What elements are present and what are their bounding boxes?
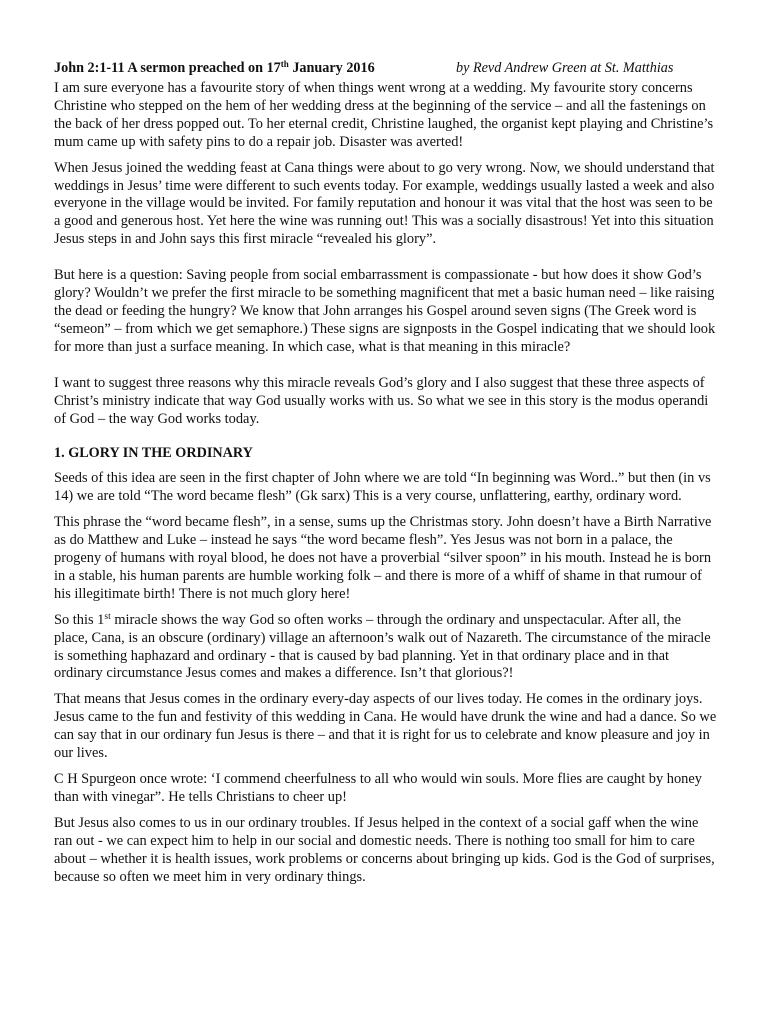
paragraph-question: But here is a question: Saving people from social embarrassment is compassionate - but how does it show God’s glory? Wouldn’t we prefer the first miracle to be something magnificent that met a basic human need – like raising the dead or feeding the hungry? We know that John arranges his Gospel around seven signs (The Greek word is “semeon” – from which we get semaphore.) These signs are signposts in the Gospel indicating that we should look for more than just a surface meaning. In which case, what is that meaning in this miracle? [54,267,716,355]
text-run: So this 1 [54,611,105,628]
sermon-byline: by Revd Andrew Green at St. Matthias [456,60,674,76]
paragraph-three-reasons: I want to suggest three reasons why this miracle reveals God’s glory and I also suggest that these three aspects of Christ’s ministry indicate that way God usually works with us. So what we see in this story is the modus operandi of God – the way God works today. [54,374,709,427]
paragraph-spurgeon-quote: C H Spurgeon once wrote: ‘I commend cheerfulness to all who would win souls. More flies are caught by honey than with vinegar”. He tells Christians to cheer up! [54,771,702,805]
ordinal-suffix: st [104,611,111,622]
paragraph-ordinary-joys: That means that Jesus comes in the ordinary every-day aspects of our lives today. He comes in the ordinary joys. Jesus came to the fun and festivity of this wedding in Cana. He would have drunk the wine and had a dance. So we can say that in our ordinary fun Jesus is there – and that it is right for us to celebrate and know pleasure and joy in our lives. [54,691,717,762]
text-run: miracle shows the way God so often works – through the ordinary and unspectacular. After all, the place, Cana, is an obscure (ordinary) village an afternoon’s walk out of Nazareth. The circumstance of the miracle is something haphazard and ordinary - that is caused by bad planning. Yet in that ordinary place and in that ordinary circumstance Jesus comes and makes a difference. Isn’t that glorious?! [54,611,711,682]
sermon-body [54,80,718,886]
paragraph-ordinary-troubles: But Jesus also comes to us in our ordinary troubles. If Jesus helped in the context of a social gaff when the wine ran out - we can expect him to help in our social and domestic needs. There is nothing too small for him to care about – whether it is health issues, work problems or concerns about bringing up kids. God is the God of surprises, because so often we meet him in very ordinary things. [54,814,715,885]
title-date: January 2016 [288,60,375,76]
title-text: John 2:1-11 A sermon preached on 17 [54,60,281,76]
paragraph-first-miracle [54,612,718,684]
sermon-header [54,58,714,78]
section-heading: 1. GLORY IN THE ORDINARY [54,445,253,462]
paragraph-cana: When Jesus joined the wedding feast at Cana things were about to go very wrong. Now, we should understand that weddings in Jesus’ time were different to such events today. For example, weddings usually lasted a week and also everyone in the village would be invited. For family reputation and honour it was vital that the host was seen to be a good and generous host. Yet here the wine was running out! This was a socially disastrous! Yet into this situation Jesus steps in and John says this first miracle “revealed his glory”. [54,159,715,248]
paragraph-seeds: Seeds of this idea are seen in the first chapter of John where we are told “In beginning was Word..” but then (in vs 14) we are told “The word became flesh” (Gk sarx) This is a very course, unflattering, earthy, ordinary word. [54,470,711,505]
sermon-title [54,60,375,76]
paragraph-word-became-flesh: This phrase the “word became flesh”, in a sense, sums up the Christmas story. John doesn’t have a Birth Narrative as do Matthew and Luke – instead he says “the word became flesh”. Yes Jesus was not born in a palace, the progeny of humans with royal blood, he does not have a proverbial “silver spoon” in his mouth. Instead he is born in a stable, his human parents are humble working folk – and there is more of a whiff of shame in that rumour of his illegitimate birth! There is not much glory here! [54,514,712,602]
paragraph-intro: I am sure everyone has a favourite story of when things went wrong at a wedding. My favourite story concerns Christine who stepped on the hem of her wedding dress at the beginning of the service – and all the fastenings on the back of her dress popped out. To her eternal credit, Christine laughed, the organist kept playing and Christine’s mum came up with safety pins to do a repair job. Disaster was averted! [54,80,714,150]
title-ordinal: th [280,59,289,69]
